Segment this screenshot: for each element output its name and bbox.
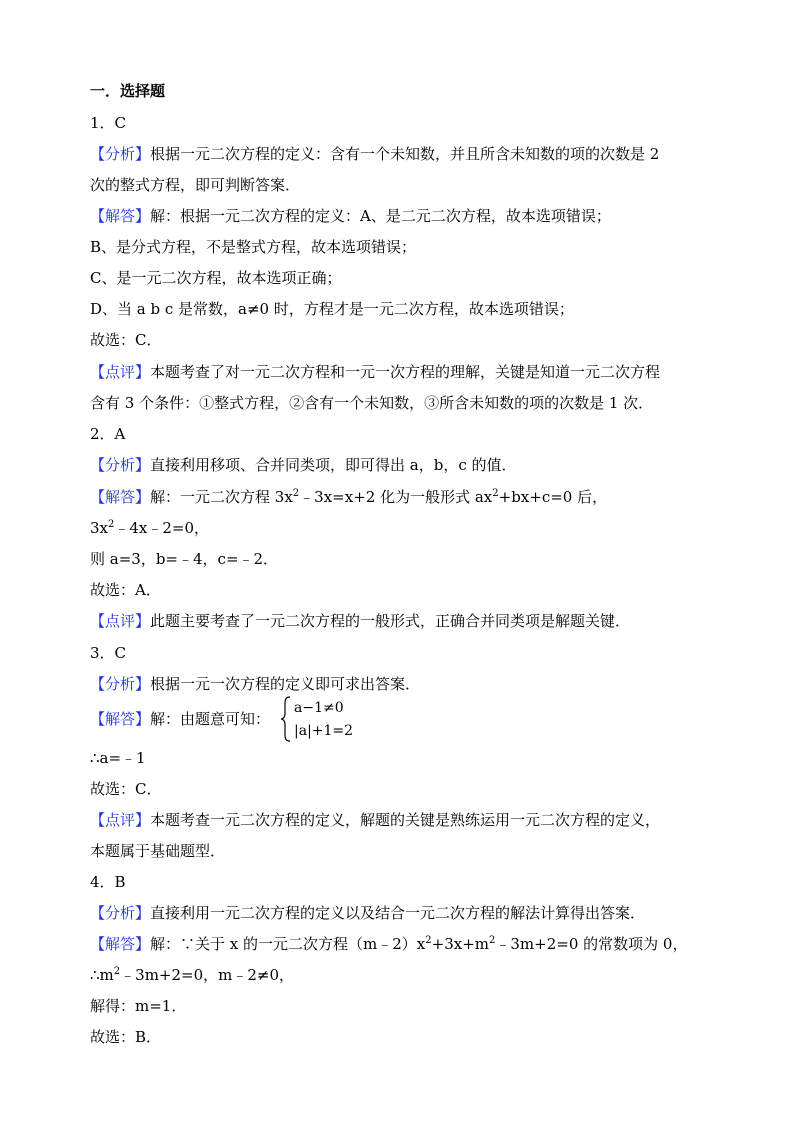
q3-head: 3．C	[90, 644, 127, 662]
q4-solution-line-3: 解得：m=1．	[90, 997, 187, 1015]
q3-solution-line-2: ∴a=﹣1	[90, 749, 146, 767]
q3-comment-text: 本题考查一元二次方程的定义，解题的关键是熟练运用一元二次方程的定义，	[150, 811, 661, 829]
q2-solution-line-1	[90, 487, 607, 507]
q1-comment-line-2: 含有 3 个条件：①整式方程，②含有一个未知数，③所含未知数的项的次数是 1 次．	[90, 394, 654, 412]
section-title: 一．选择题	[90, 82, 166, 100]
exponent: 2	[113, 966, 121, 977]
q4-sol-part: 解：∵关于 x 的一元二次方程（m﹣2）x	[150, 935, 426, 953]
q1-answer: 故选：C．	[90, 331, 162, 349]
q1-head: 1．C	[90, 114, 127, 132]
q2-sol-part: 3x	[90, 519, 109, 537]
q3-analysis	[90, 674, 420, 694]
q2-sol-part: ﹣4x﹣2=0，	[114, 519, 210, 537]
q2-sol-part: +bx+c=0 后，	[498, 488, 608, 506]
q3-comment-line-2: 本题属于基础题型．	[90, 842, 226, 860]
comment-tag: 【点评】	[90, 811, 151, 829]
exponent: 2	[292, 488, 300, 499]
comment-tag: 【点评】	[90, 363, 151, 381]
q2-answer: 故选：A．	[90, 581, 161, 599]
q2-sol-part: 解：一元二次方程 3x	[150, 488, 293, 506]
q1-solution-line-1	[90, 206, 611, 226]
q4-analysis	[90, 903, 645, 923]
analysis-tag: 【分析】	[90, 145, 151, 163]
q1-comment-text: 本题考查了对一元二次方程和一元一次方程的理解，关键是知道一元二次方程	[150, 363, 661, 381]
q4-sol-part: ﹣3m+2=0 的常数项为 0，	[495, 935, 688, 953]
exponent: 2	[489, 935, 496, 946]
q1-comment-line-1	[90, 362, 660, 382]
left-brace-icon	[280, 695, 292, 743]
solution-tag: 【解答】	[90, 488, 151, 506]
comment-tag: 【点评】	[90, 612, 151, 630]
q2-head: 2．A	[90, 425, 126, 443]
q3-solution-label	[90, 709, 270, 729]
q3-answer: 故选：C．	[90, 780, 162, 798]
q2-sol-part: ﹣3x=x+2 化为一般形式 ax	[299, 488, 493, 506]
q2-analysis-text: 直接利用移项、合并同类项，即可得出 a，b，c 的值．	[150, 456, 517, 474]
q1-solution-line-3: C、是一元二次方程，故本选项正确；	[90, 269, 342, 287]
q4-solution-line-2	[90, 965, 294, 985]
q4-solution-line-1	[90, 934, 687, 954]
q4-sol-part: ﹣3m+2=0，m﹣2≠0，	[120, 966, 295, 984]
q2-analysis	[90, 455, 517, 475]
exponent: 2	[425, 935, 432, 946]
q1-solution-text: 解：根据一元二次方程的定义：A、是二元二次方程，故本选项错误；	[150, 207, 611, 225]
q2-solution-line-3: 则 a=3，b=﹣4，c=﹣2．	[90, 550, 279, 568]
q2-comment	[90, 611, 630, 631]
q3-system-eq-1: a−1≠0	[294, 700, 344, 716]
q4-analysis-text: 直接利用一元二次方程的定义以及结合一元二次方程的解法计算得出答案．	[150, 904, 646, 922]
q1-solution-line-2: B、是分式方程，不是整式方程，故本选项错误；	[90, 238, 417, 256]
q3-comment-line-1	[90, 810, 660, 830]
q2-solution-line-2	[90, 518, 209, 538]
exponent: 2	[492, 488, 499, 499]
solution-tag: 【解答】	[90, 935, 151, 953]
q3-system-eq-2: |a|+1=2	[294, 723, 354, 739]
q1-analysis-line-1	[90, 144, 659, 164]
analysis-tag: 【分析】	[90, 904, 151, 922]
q1-analysis-line-2: 次的整式方程，即可判断答案．	[90, 176, 301, 194]
analysis-tag: 【分析】	[90, 675, 151, 693]
q3-solution-text: 解：由题意可知：	[150, 710, 271, 728]
q4-answer: 故选：B．	[90, 1028, 162, 1046]
solution-tag: 【解答】	[90, 710, 151, 728]
q1-analysis-text: 根据一元二次方程的定义：含有一个未知数，并且所含未知数的项的次数是 2	[150, 145, 660, 163]
q4-sol-part: +3x+m	[431, 935, 489, 953]
q4-sol-part: ∴m	[90, 966, 114, 984]
q3-analysis-text: 根据一元一次方程的定义即可求出答案．	[150, 675, 421, 693]
q2-comment-text: 此题主要考查了一元二次方程的一般形式，正确合并同类项是解题关键．	[150, 612, 631, 630]
exponent: 2	[108, 519, 115, 530]
q1-solution-line-4: D、当 a b c 是常数，a≠0 时，方程才是一元二次方程，故本选项错误；	[90, 300, 574, 318]
analysis-tag: 【分析】	[90, 456, 151, 474]
q4-head: 4．B	[90, 873, 126, 891]
solution-tag: 【解答】	[90, 207, 151, 225]
